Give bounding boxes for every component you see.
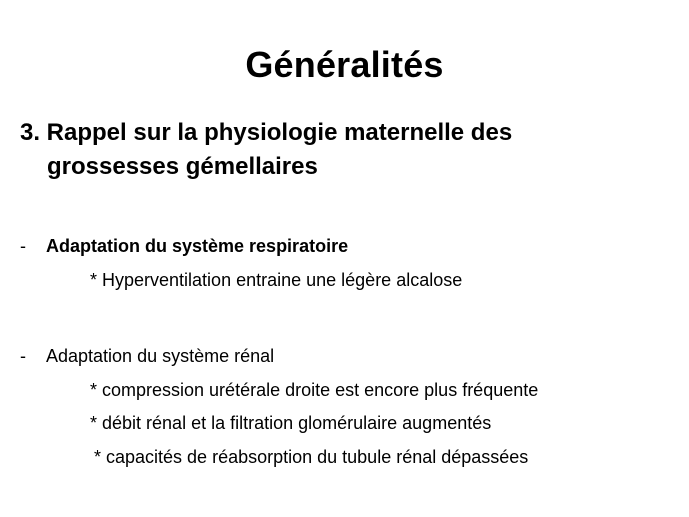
sub-item-renal-flow: * débit rénal et la filtration glomérulaire augmentés xyxy=(90,413,492,433)
bullet-label-respiratory: Adaptation du système respiratoire xyxy=(46,236,349,256)
bullet-dash: - xyxy=(20,236,26,256)
section-heading-line-1: 3. Rappel sur la physiologie maternelle des xyxy=(20,119,513,146)
section-heading-line-2: grossesses gémellaires xyxy=(47,153,318,180)
slide-title: Généralités xyxy=(245,44,444,85)
sub-item-hyperventilation: * Hyperventilation entraine une légère alcalose xyxy=(90,270,463,290)
bullet-respiratory xyxy=(20,236,348,257)
bullet-label-renal: Adaptation du système rénal xyxy=(46,346,275,366)
bullet-renal xyxy=(20,346,274,367)
sub-item-tubular-reabsorption: * capacités de réabsorption du tubule rénal dépassées xyxy=(94,447,529,467)
bullet-dash: - xyxy=(20,346,26,366)
section-heading xyxy=(20,116,680,184)
sub-item-ureteral-compression: * compression urétérale droite est encore plus fréquente xyxy=(90,380,539,400)
